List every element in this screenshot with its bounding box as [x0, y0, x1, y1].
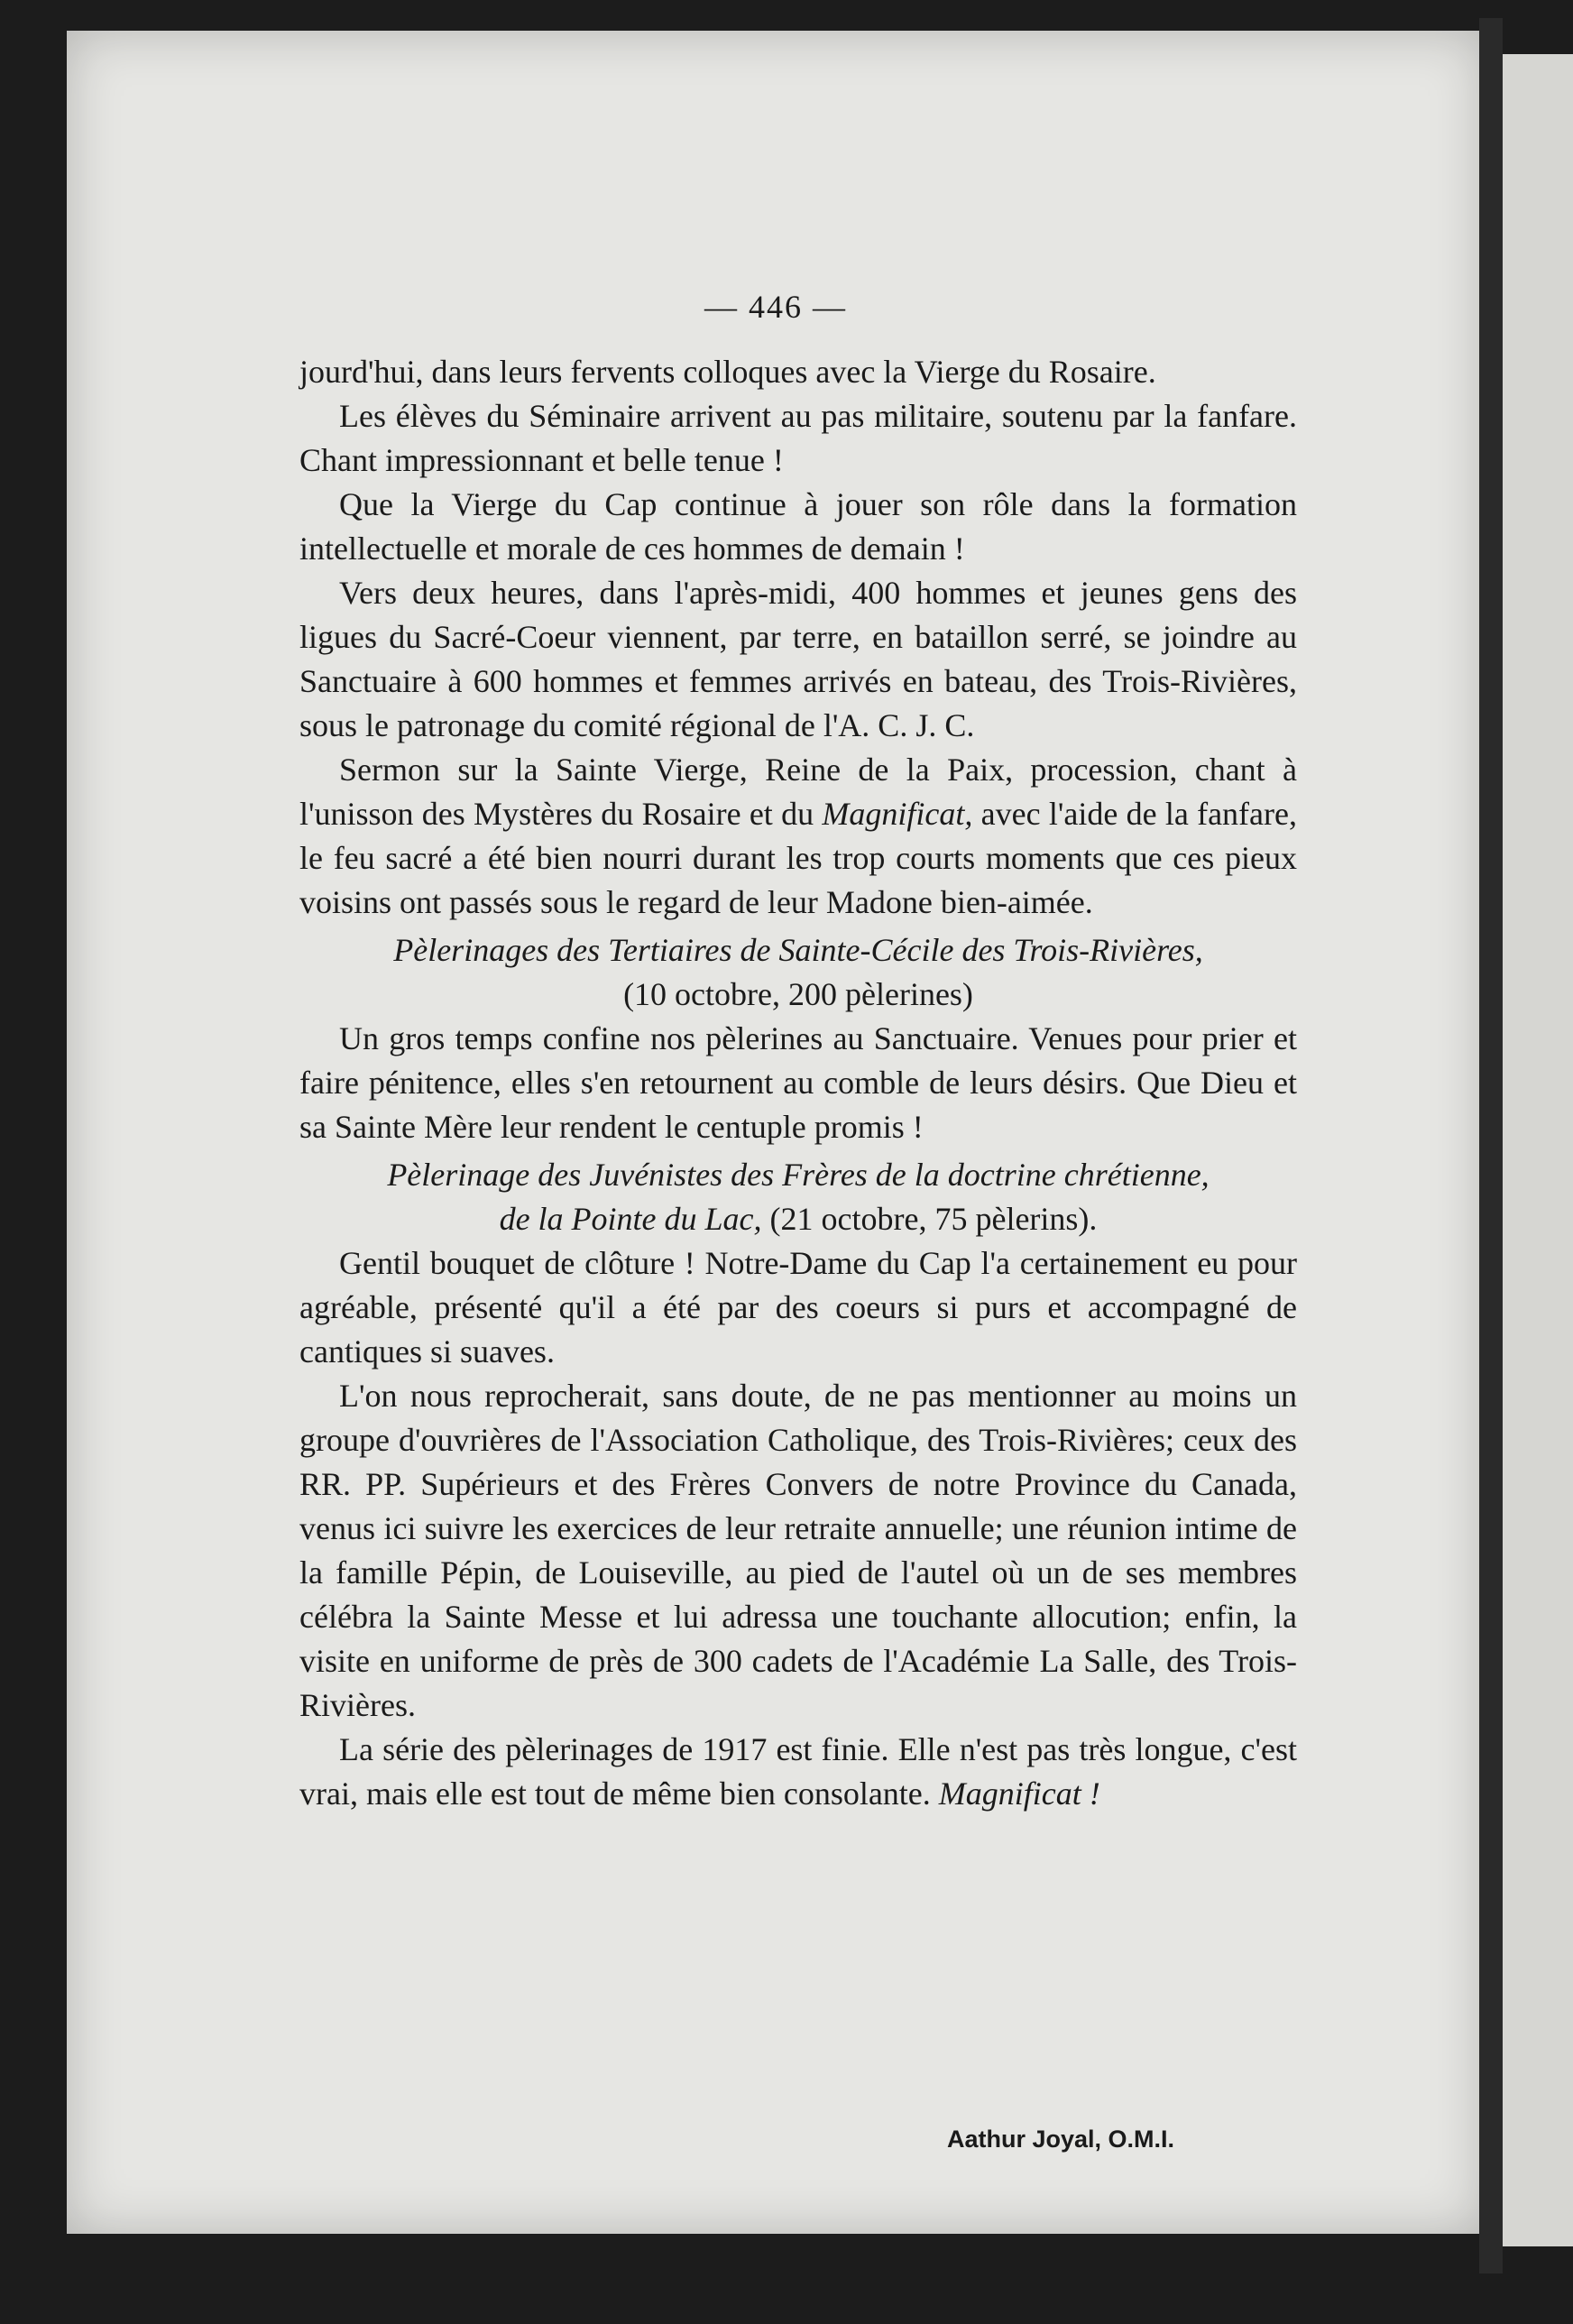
paragraph-text: Sermon sur la Sainte Vierge, Reine de la Paix, procession, chant à l'unisson des Mystères du Rosaire et du — [299, 752, 1297, 832]
paragraph: Vers deux heures, dans l'après-midi, 400 hommes et jeunes gens des ligues du Sacré-Coeur viennent, par terre, en bataillon serré, se joindre au Sanctuaire à 600 hommes et femmes arrivés en bateau, des Trois-Rivières, sous le patronage du comité régional de l'A. C. J. C. — [299, 575, 1297, 743]
paragraph: Que la Vierge du Cap continue à jouer son rôle dans la formation intellectuelle et morale de ces hommes de demain ! — [299, 486, 1297, 567]
paragraph-text: avec l'aide de la fanfare, le feu sacré a été bien nourri durant les trop courts moments que ces pieux voisins ont passés sous le regard de leur Madone bien-aimée. — [299, 796, 1297, 920]
paragraph: Un gros temps confine nos pèlerines au Sanctuaire. Venues pour prier et faire pénitence, elles s'en retournent au comble de leurs désirs. Que Dieu et sa Sainte Mère leur rendent le centuple promis ! — [299, 1020, 1297, 1145]
section-heading-details: (21 octobre, 75 pèlerins). — [761, 1201, 1098, 1237]
paragraph: L'on nous reprocherait, sans doute, de ne pas mentionner au moins un groupe d'ouvrières de l'Association Catholique, des Trois-Rivières; ceux des RR. PP. Supérieurs et des Frères Convers de notre Province du Canada, venus ici suivre les exercices de leur retraite annuelle; une réunion intime de la famille Pépin, de Louiseville, au pied de l'autel où un de ses membres célébra la Sainte Messe et lui adressa une touchante allocution; enfin, la visite en uniforme de près de 300 cadets de l'Académie La Salle, des Trois-Rivières. — [299, 1378, 1297, 1723]
italic-term: Magnificat ! — [938, 1775, 1100, 1812]
paragraph-text: La série des pèlerinages de 1917 est finie. Elle n'est pas très longue, c'est vrai, mais elle est tout de même bien consolante. — [299, 1731, 1297, 1812]
section-heading-subtitle — [299, 1197, 1297, 1241]
page-number: — 446 — — [704, 289, 847, 325]
adjacent-page-edge — [1503, 54, 1573, 2246]
paragraph — [299, 748, 1297, 925]
paragraph — [299, 1728, 1297, 1816]
section-heading — [299, 928, 1297, 1017]
section-heading-details: (10 octobre, 200 pèlerines) — [623, 976, 973, 1012]
body-text — [299, 350, 1297, 1816]
paragraph: Les élèves du Séminaire arrivent au pas militaire, soutenu par la fanfare. Chant impressionnant et belle tenue ! — [299, 398, 1297, 478]
section-heading-title: Pèlerinage des Juvénistes des Frères de la doctrine chrétienne, — [387, 1157, 1210, 1193]
paragraph: jourd'hui, dans leurs fervents colloques avec la Vierge du Rosaire. — [299, 354, 1156, 390]
section-heading — [299, 1153, 1297, 1241]
paragraph: Gentil bouquet de clôture ! Notre-Dame du Cap l'a certainement eu pour agréable, présenté qu'il a été par des coeurs si purs et accompagné de cantiques si suaves. — [299, 1245, 1297, 1370]
italic-term: Magnificat, — [822, 796, 973, 832]
section-heading-title: Pèlerinages des Tertiaires de Sainte-Cécile des Trois-Rivières, — [393, 932, 1203, 968]
section-heading-place: de la Pointe du Lac, — [499, 1201, 762, 1237]
author-signature: Aathur Joyal, O.M.I. — [947, 2126, 1175, 2153]
page-gutter — [1479, 18, 1503, 2273]
